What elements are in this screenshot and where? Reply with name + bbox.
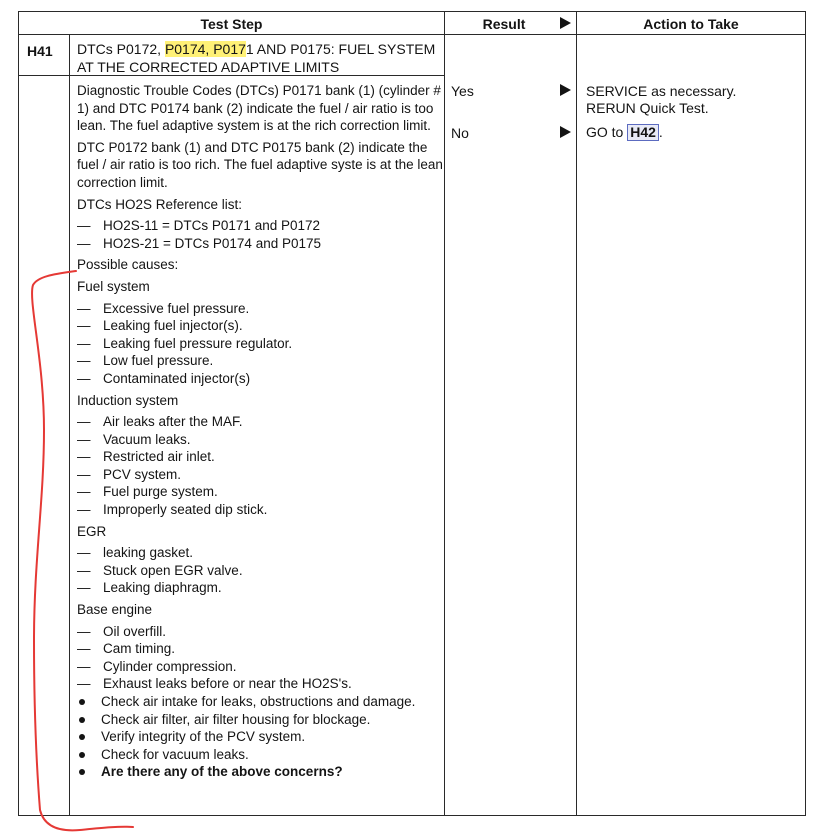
dash-item-text: Cam timing. [103,641,176,657]
dash-item-text: PCV system. [103,466,182,482]
dash-marker: — [77,431,91,447]
step-title [77,40,437,76]
dash-item-text: HO2S-11 = DTCs P0171 and P0172 [103,218,321,234]
dash-marker: — [77,580,91,596]
dash-marker: — [77,658,91,674]
body-paragraph: Possible causes: [77,257,179,273]
dash-marker: — [77,335,91,351]
dash-list-item [77,431,447,449]
cause-group-heading: Base engine [77,602,153,618]
dash-marker: — [77,300,91,316]
dash-list-item [77,413,447,431]
dash-list-item [77,335,447,353]
dash-marker: — [77,502,91,518]
bullet-list-item [77,711,447,729]
body-paragraph: DTCs HO2S Reference list: [77,196,243,212]
bullet-item-text: Are there any of the above concerns? [101,764,343,780]
dash-marker: — [77,641,91,657]
dash-list-item [77,623,447,641]
bullet-icon [79,717,85,723]
dash-item-text: Restricted air inlet. [103,449,215,465]
dash-marker: — [77,449,91,465]
body-paragraph: DTC P0172 bank (1) and DTC P0175 bank (2) indicate the fuel / air ratio is too rich. The fuel adaptive syste is at the lean correction limit. [77,139,443,190]
bullet-icon [79,752,85,758]
dash-item-text: Leaking diaphragm. [103,580,222,596]
action-no-prefix: GO to [586,124,628,140]
bullet-icon [79,769,85,775]
dash-item-text: Leaking fuel pressure regulator. [103,335,293,351]
dash-list-item [77,466,447,484]
highlighted-dtc-codes: P0174, P017 [164,41,246,57]
test-step-table [18,11,806,816]
dash-list-item [77,483,447,501]
arrow-no-icon [560,126,571,138]
goto-h42-link[interactable]: H42 [627,124,659,141]
dash-marker: — [77,370,91,386]
dash-list-item [77,658,447,676]
dash-list-item [77,640,447,658]
dash-item-text: Leaking fuel injector(s). [103,318,243,334]
dash-item-text: leaking gasket. [103,545,194,561]
bullet-item-text: Check air filter, air filter housing for blockage. [101,711,371,727]
dash-item-text: Excessive fuel pressure. [103,300,250,316]
dash-marker: — [77,545,91,561]
dash-item-text: Vacuum leaks. [103,431,191,447]
dash-item-text: Improperly seated dip stick. [103,502,268,518]
header-test-step: Test Step [200,16,263,32]
header-result: Result [482,16,526,32]
cause-group-heading: Fuel system [77,278,150,294]
column-divider-step-id [69,34,70,815]
bullet-list-item [77,728,447,746]
dash-marker: — [77,623,91,639]
cause-group-heading: EGR [77,523,107,539]
dash-list-item [77,544,447,562]
dash-list-item [77,235,447,253]
dash-list-item [77,562,447,580]
dash-marker: — [77,676,91,692]
dash-item-text: Oil overfill. [103,623,167,639]
bullet-item-text: Verify integrity of the PCV system. [101,729,306,745]
dash-item-text: Low fuel pressure. [103,353,214,369]
dash-list-item [77,300,447,318]
dash-marker: — [77,235,91,251]
bullet-icon [79,734,85,740]
dash-list-item [77,448,447,466]
dash-list-item [77,675,447,693]
step-id: H41 [27,43,53,59]
action-yes-line1: SERVICE as necessary. [586,83,737,99]
dash-list-item [77,217,447,235]
cause-group-heading: Induction system [77,392,179,408]
bullet-icon [79,699,85,705]
arrow-yes-icon [560,84,571,96]
step-title-text: DTCs P0172, [77,41,165,57]
dash-item-text: Contaminated injector(s) [103,370,251,386]
bullet-item-text: Check for vacuum leaks. [101,746,249,762]
dash-item-text: HO2S-21 = DTCs P0174 and P0175 [103,235,322,251]
dash-item-text: Stuck open EGR valve. [103,562,243,578]
dash-list-item [77,501,447,519]
body-paragraph: Diagnostic Trouble Codes (DTCs) P0171 bank (1) (cylinder # 1) and DTC P0174 bank (2) indicate the fuel / air ratio is too lean. The fuel adaptive system is at the rich correction limit. [77,83,441,134]
action-no-suffix: . [658,124,663,140]
dash-list-item [77,352,447,370]
result-no: No [451,125,469,141]
column-divider-action [576,12,577,815]
dash-item-text: Cylinder compression. [103,658,237,674]
bullet-item-text: Check air intake for leaks, obstructions and damage. [101,694,416,709]
step-title-text: 1 AND P0175: FUEL SYSTEM AT THE CORRECTED ADAPTIVE LIMITS [77,41,436,75]
bullet-list-item [77,763,447,781]
step-body [77,82,447,781]
dash-marker: — [77,562,91,578]
dash-item-text: Air leaks after the MAF. [103,414,243,430]
dash-marker: — [77,353,91,369]
dash-marker: — [77,318,91,334]
dash-marker: — [77,218,91,234]
dash-list-item [77,370,447,388]
dash-marker: — [77,466,91,482]
dash-marker: — [77,414,91,430]
action-yes-line2: RERUN Quick Test. [586,100,709,116]
dash-item-text: Fuel purge system. [103,484,218,500]
header-action: Action to Take [643,16,739,32]
bullet-list-item [77,693,447,711]
action-yes [586,83,736,117]
bullet-list-item [77,746,447,764]
action-no [586,124,663,141]
result-yes: Yes [451,83,474,99]
dash-list-item [77,579,447,597]
dash-marker: — [77,484,91,500]
dash-item-text: Exhaust leaks before or near the HO2S's. [103,676,352,692]
header-arrow-icon [560,17,571,29]
dash-list-item [77,317,447,335]
header-divider [19,34,805,35]
